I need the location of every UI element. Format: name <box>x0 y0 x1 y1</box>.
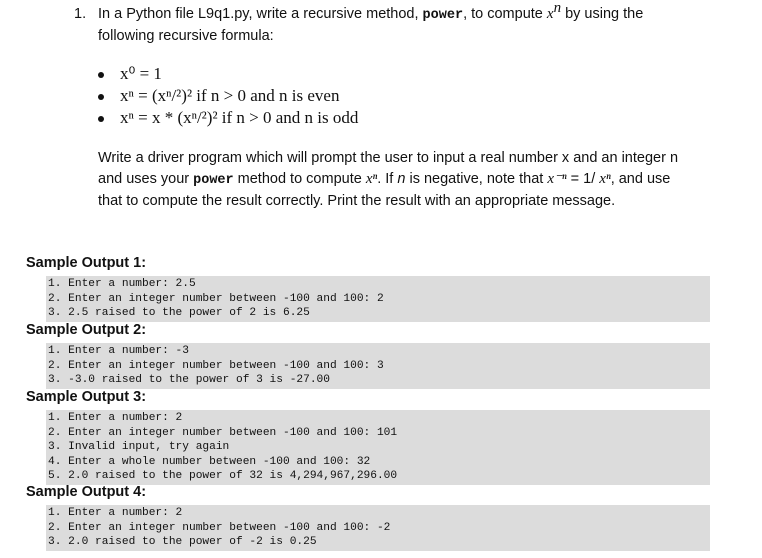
driver-line1: Write a driver program which will prompt the user to input a real number x and an integer n <box>98 150 679 166</box>
formula-item: xⁿ = (xⁿ/²)² if n > 0 and n is even <box>98 85 358 107</box>
code-line: 2. Enter an integer number between -100 and 100: 3 <box>48 359 384 372</box>
question-number: 1. <box>74 6 87 22</box>
code-line: 2. Enter an integer number between -100 and 100: 2 <box>48 292 384 305</box>
code-line: 2. Enter an integer number between -100 and 100: 101 <box>48 426 398 439</box>
driver-text-part: = 1/ <box>566 171 600 187</box>
code-line: 3. Invalid input, try again <box>48 441 230 454</box>
xn-symbol: xⁿ <box>599 171 611 187</box>
driver-text-part: is negative, note that <box>405 171 548 187</box>
code-block <box>46 276 710 322</box>
code-line: 5. 2.0 raised to the power of 32 is 4,294,967,296.00 <box>48 470 398 483</box>
sample-title: Sample Output 4: <box>26 484 147 500</box>
driver-text-part: . If <box>377 171 398 187</box>
code-block <box>46 343 710 389</box>
code-line: 1. Enter a number: -3 <box>48 345 189 357</box>
n-exponent: n <box>553 0 562 17</box>
sample-title: Sample Output 1: <box>26 255 147 271</box>
question-text-part: by using the <box>561 6 644 22</box>
method-name: power <box>422 8 464 23</box>
code-line: 3. 2.5 raised to the power of 2 is 6.25 <box>48 307 310 320</box>
x-symbol: x <box>546 6 554 22</box>
driver-paragraph <box>98 148 718 212</box>
code-line: 2. Enter an integer number between -100 and 100: -2 <box>48 521 391 534</box>
formula-item: x⁰ = 1 <box>98 63 358 85</box>
x-neg-n-symbol: x⁻ⁿ <box>547 171 567 187</box>
code-line: 1. Enter a number: 2.5 <box>48 278 196 290</box>
question-block <box>74 0 714 47</box>
code-line: 1. Enter a number: 2 <box>48 412 183 424</box>
question-text <box>98 0 714 47</box>
driver-text-part: and uses your <box>98 171 194 187</box>
question-text-part: , to compute <box>463 6 547 22</box>
formula-item: xⁿ = x * (xⁿ/²)² if n > 0 and n is odd <box>98 107 358 129</box>
code-block <box>46 410 710 485</box>
method-name: power <box>193 173 234 188</box>
question-text-line2: following recursive formula: <box>98 28 274 44</box>
xn-symbol: xⁿ <box>365 171 378 187</box>
code-line: 1. Enter a number: 2 <box>48 507 183 519</box>
code-line: 3. -3.0 raised to the power of 3 is -27.00 <box>48 374 330 387</box>
code-line: 4. Enter a whole number between -100 and 100: 32 <box>48 455 371 468</box>
code-block <box>46 505 710 551</box>
driver-line3: that to compute the result correctly. Print the result with an appropriate message. <box>98 193 616 209</box>
sample-title: Sample Output 2: <box>26 322 147 338</box>
driver-text-part: , and use <box>610 171 671 187</box>
n-variable: n <box>397 171 406 187</box>
code-line: 3. 2.0 raised to the power of -2 is 0.25 <box>48 536 317 549</box>
question-text-part: In a Python file L9q1.py, write a recursive method, <box>98 6 423 22</box>
driver-text-part: method to compute <box>233 171 366 187</box>
formula-list <box>98 63 358 129</box>
sample-title: Sample Output 3: <box>26 389 147 405</box>
